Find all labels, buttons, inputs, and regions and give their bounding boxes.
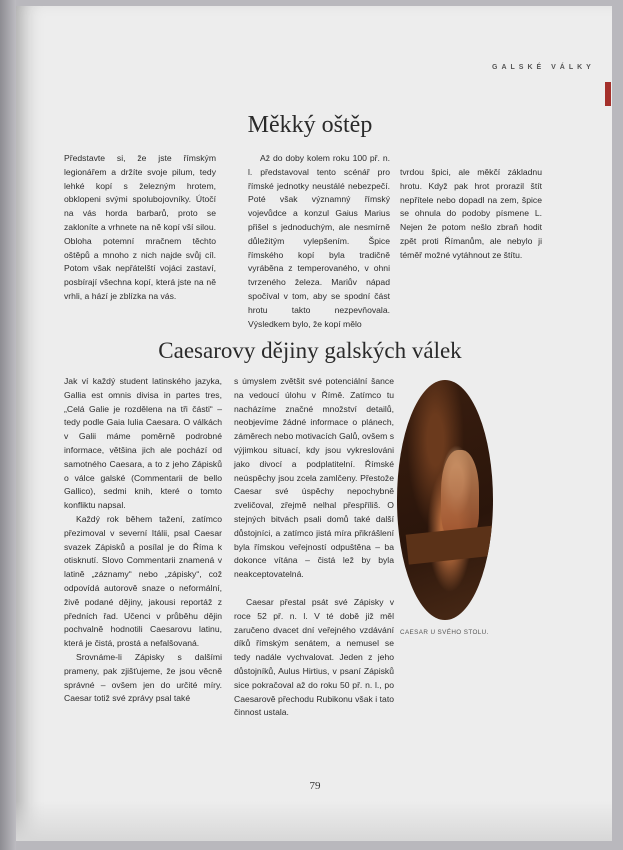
section2-col2-paragraph-1: s úmyslem zvětšit své potenciální šance na vedoucí úlohu v Římě. Zatímco tu nacházíme značné množství detailů, neobjevíme žádné informace o plánech, záměrech nebo motivacích Galů, ovšem s výjimkou situací, kdy jsou vykreslováni jako divocí a podplatitelní. Římské neúspěchy jsou zcela zamlčeny. Přestože Caesar své úspěchy nepochybně zveličoval, zřejmě nelhal přespříliš. O stejných bitvách psali domů také další důstojníci, a zatímco jistá míra přikrášlení byla římskou veřejností odpuštěna – ba dokonce vítána – čistá lež by byla neakceptovatelná.: [234, 376, 395, 580]
section2-col1-paragraph-1: Jak ví každý student latinského jazyka, Gallia est omnis divisa in partes tres, „Celá Galie je rozdělena na tři části“ – tedy podle Gaia Iulia Caesara. O válkách v Galii máme poměrně podrobné informace, většina jich ale pochází od samotného Caesara, a to z jeho Zápisků o válce galské (Commentarii de bello Gallico), sedmi knih, které o tomto konfliktu napsal.: [64, 376, 222, 511]
page-edge: [0, 0, 16, 850]
portrait-figure: [441, 450, 479, 540]
section1-column-2: Až do doby kolem roku 100 př. n. l. představoval tento scénář pro římské jednotky neustálé nebezpečí. Poté však významný římský vojevůdce a konzul Gaius Marius přišel s jednoduchým, ale nesmírně důležitým vylepšením. Špice římského kopí byla tradičně vyráběna z temperovaného, v ohni tvrzeného železa. Mariův nápad spočíval v tom, aby se spodní část hrotu takto nezpevňovala. Výsledkem bylo, že kopí mělo: [248, 153, 390, 329]
section1-column-3: tvrdou špici, ale měkčí základnu hrotu. Když pak hrot prorazil štít nepřítele nebo dopadl na zem, špice se ohnula do podoby písmene L. Nejen že potom nešlo zbraň hodit zpět proti Římanům, ale nebylo ji téměř možné vytáhnout ze štítu.: [400, 167, 542, 260]
section1-column-1: Představte si, že jste římským legionářem a držíte svoje pilum, tedy lehké kopí s železným hrotem, obklopeni svými spolubojovníky. Útočí na vás horda barbarů, proto se zakloníte a vrhnete na ně kopí vší silou. Obloha potemní mračnem těchto oštěpů a mnoho z nich najde svůj cíl. Potom však nepřátelští vojáci zastaví, posbírají všechna kopí, která jste na ně vrhli, a hází je zblízka na vás.: [64, 153, 216, 301]
portrait-caption: CAESAR U SVÉHO STOLU.: [400, 629, 489, 636]
section-title-soft-javelin: Měkký oštěp: [247, 112, 373, 138]
chapter-tab-marker: [605, 82, 611, 106]
section2-col2-paragraph-2: Caesar přestal psát své Zápisky v roce 52 př. n. l. V té době již měl zaručeno dvacet dní veřejného vzdávání díků římským senátem, a nemusel se tedy nadále vychvalovat. Jeden z jeho důstojníků, Aulus Hirtius, v psaní Zápisků sice pokračoval až do roku 50 př. n. l., po Caesarově přechodu Rubikonu však i tato činnost ustala.: [234, 597, 394, 718]
section-title-caesar-history: Caesarovy dějiny galských válek: [158, 338, 462, 363]
section2-col1-paragraph-2: Každý rok během tažení, zatímco přezimoval v severní Itálii, psal Caesar svazek Zápisků a posílal je do Říma k otisknutí. Slovo Commentarii znamená v latině „záznamy“ nebo „zápisky“, což odpovídá autorově snaze o neformální, živě podané dějiny, jakousi reportáž z předních řad. Učenci v průběhu dějin pochvalně hodnotili Caesarovu latinu, která je čistá, prostá a nefalšovaná.: [64, 513, 222, 649]
portrait-desk: [406, 525, 493, 564]
running-header: GALSKÉ VÁLKY: [492, 64, 595, 71]
section2-col1-paragraph-3: Srovnáme-li Zápisky s dalšími prameny, pak zjišťujeme, že jsou věcně správné – ovšem jen do určité míry. Caesar totiž své zprávy psal také: [64, 651, 222, 704]
page-number: 79: [309, 780, 321, 792]
caesar-portrait-image: [397, 380, 493, 620]
section2-column-1: [64, 375, 222, 706]
